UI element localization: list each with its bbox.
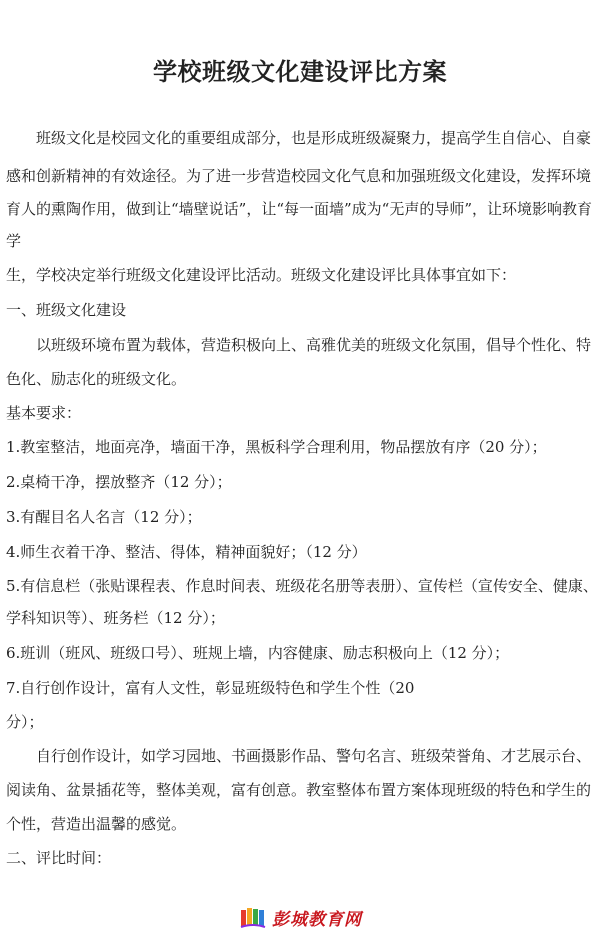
document-title: 学校班级文化建设评比方案 xyxy=(153,58,447,86)
paragraph-line: 色化、励志化的班级文化。 xyxy=(6,370,187,388)
list-item: 3.有醒目名人名言（12 分）； xyxy=(6,508,202,526)
paragraph-line: 感和创新精神的有效途径。为了进一步营造校园文化气息和加强班级文化建设，发挥环境 xyxy=(6,167,592,185)
subheading: 基本要求： xyxy=(6,404,82,422)
list-item: 1.教室整洁，地面亮净，墙面干净，黑板科学合理利用，物品摆放有序（20 分）； xyxy=(6,438,547,456)
paragraph-line: 阅读角、盆景插花等，整体美观，富有创意。教室整体布置方案体现班级的特色和学生的 xyxy=(6,781,592,799)
list-item-continued: 学科知识等）、班务栏（12 分）； xyxy=(6,609,225,627)
paragraph-line: 自行创作设计，如学习园地、书画摄影作品、警句名言、班级荣誉角、才艺展示台、 xyxy=(36,747,592,765)
list-item: 5.有信息栏（张贴课程表、作息时间表、班级花名册等表册）、宣传栏（宣传安全、健康、 xyxy=(6,577,598,595)
list-item-continued: 分）； xyxy=(6,713,44,731)
list-item: 6.班训（班风、班级口号）、班规上墙，内容健康、励志积极向上（12 分）； xyxy=(6,644,510,662)
paragraph-line: 个性，营造出温馨的感觉。 xyxy=(6,815,187,833)
paragraph-line: 学 xyxy=(6,232,22,250)
list-item: 7.自行创作设计，富有人文性，彰显班级特色和学生个性（20 xyxy=(6,679,415,697)
section-heading: 二、评比时间： xyxy=(6,849,112,867)
paragraph-line: 班级文化是校园文化的重要组成部分，也是形成班级凝聚力，提高学生自信心、自豪 xyxy=(36,129,592,147)
list-item: 2.桌椅干净，摆放整齐（12 分）； xyxy=(6,473,232,491)
section-heading: 一、班级文化建设 xyxy=(6,301,127,319)
list-item: 4.师生衣着干净、整洁、得体，精神面貌好；（12 分） xyxy=(6,543,367,561)
paragraph-line: 育人的熏陶作用，做到让“墙壁说话”，让“每一面墙”成为“无声的导师”，让环境影响教育 xyxy=(6,200,593,218)
paragraph-line: 生，学校决定举行班级文化建设评比活动。班级文化建设评比具体事宜如下： xyxy=(6,266,517,284)
paragraph-line: 以班级环境布置为载体，营造积极向上、高雅优美的班级文化氛围，倡导个性化、特 xyxy=(36,336,592,354)
logo-text: 彭城教育网 xyxy=(272,910,362,930)
site-logo xyxy=(240,905,362,930)
book-icon xyxy=(240,907,266,929)
